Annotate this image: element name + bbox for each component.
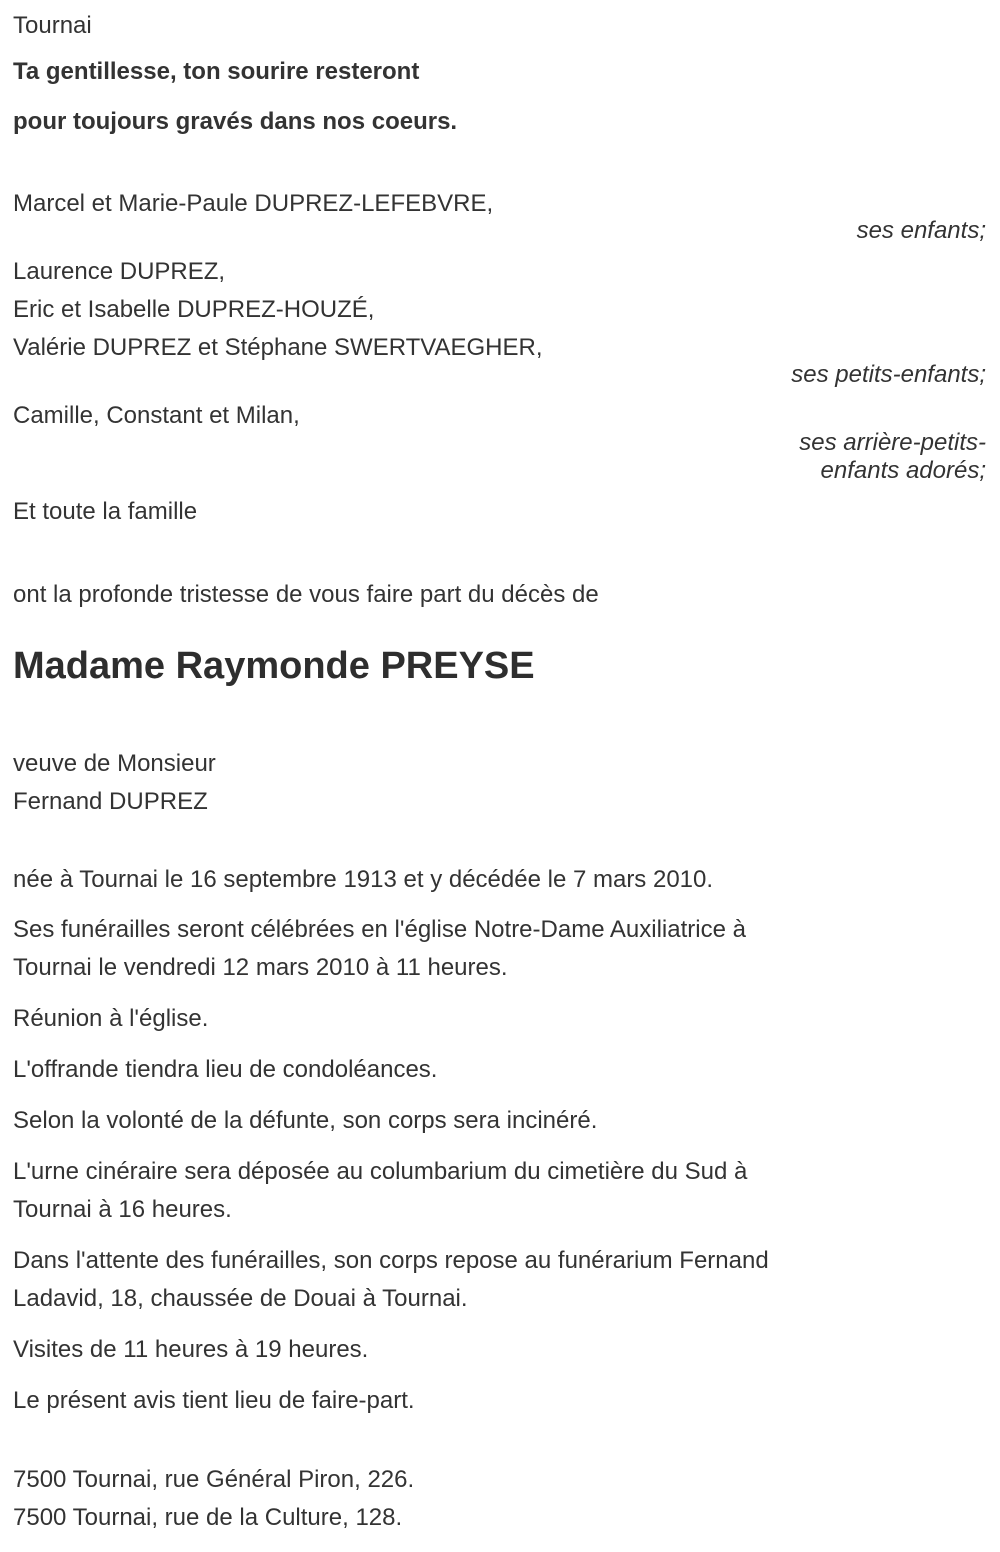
relation-grandchildren: ses petits-enfants; xyxy=(791,361,986,388)
widow-of-block xyxy=(13,745,986,821)
mourner-grandchildren-name-2: Eric et Isabelle DUPREZ-HOUZÉ, xyxy=(13,296,375,323)
detail-funeral-line-1: Ses funérailles seront célébrées en l'église Notre-Dame Auxiliatrice à xyxy=(13,916,746,943)
address-line-1: 7500 Tournai, rue Général Piron, 226. xyxy=(13,1466,415,1493)
widow-of-line-2: Fernand DUPREZ xyxy=(13,788,208,815)
relation-children: ses enfants; xyxy=(856,217,986,244)
detail-repose-line-1: Dans l'attente des funérailles, son corps repose au funérarium Fernand xyxy=(13,1247,769,1274)
mourner-children-names: Marcel et Marie-Paule DUPREZ-LEFEBVRE, xyxy=(13,190,494,217)
detail-offrande: L'offrande tiendra lieu de condoléances. xyxy=(13,1056,438,1083)
detail-cremation: Selon la volonté de la défunte, son corps sera incinéré. xyxy=(13,1107,598,1134)
relation-great-grandchildren-line-2: enfants adorés; xyxy=(820,457,986,484)
mourner-grandchildren-name-1: Laurence DUPREZ, xyxy=(13,258,226,285)
addresses-block xyxy=(13,1461,986,1537)
family-closing-line: Et toute la famille xyxy=(13,498,198,525)
city-line: Tournai xyxy=(13,12,92,39)
mourner-grandchildren-name-3: Valérie DUPREZ et Stéphane SWERTVAEGHER, xyxy=(13,334,543,361)
deceased-name-heading: Madame Raymonde PREYSE xyxy=(13,645,535,687)
detail-repose-line-2: Ladavid, 18, chaussée de Douai à Tournai. xyxy=(13,1285,468,1312)
detail-urn-line-2: Tournai à 16 heures. xyxy=(13,1196,232,1223)
relation-great-grandchildren-line-1: ses arrière-petits- xyxy=(799,429,986,456)
mourner-great-grandchildren-names: Camille, Constant et Milan, xyxy=(13,402,300,429)
detail-urn xyxy=(13,1153,986,1229)
address-line-2: 7500 Tournai, rue de la Culture, 128. xyxy=(13,1504,403,1531)
widow-of-line-1: veuve de Monsieur xyxy=(13,750,216,777)
detail-birth-death: née à Tournai le 16 septembre 1913 et y décédée le 7 mars 2010. xyxy=(13,866,714,893)
detail-urn-line-1: L'urne cinéraire sera déposée au columbarium du cimetière du Sud à xyxy=(13,1158,748,1185)
detail-funeral-line-2: Tournai le vendredi 12 mars 2010 à 11 heures. xyxy=(13,954,508,981)
detail-funeral xyxy=(13,911,986,987)
epitaph-line-1: Ta gentillesse, ton sourire resteront xyxy=(13,58,420,85)
detail-faire-part: Le présent avis tient lieu de faire-part. xyxy=(13,1387,415,1414)
detail-repose xyxy=(13,1242,986,1318)
relation-great-grandchildren xyxy=(13,429,986,485)
epitaph-line-2: pour toujours gravés dans nos coeurs. xyxy=(13,108,458,135)
detail-reunion: Réunion à l'église. xyxy=(13,1005,209,1032)
announcement-line: ont la profonde tristesse de vous faire part du décès de xyxy=(13,581,599,608)
detail-visits: Visites de 11 heures à 19 heures. xyxy=(13,1336,369,1363)
